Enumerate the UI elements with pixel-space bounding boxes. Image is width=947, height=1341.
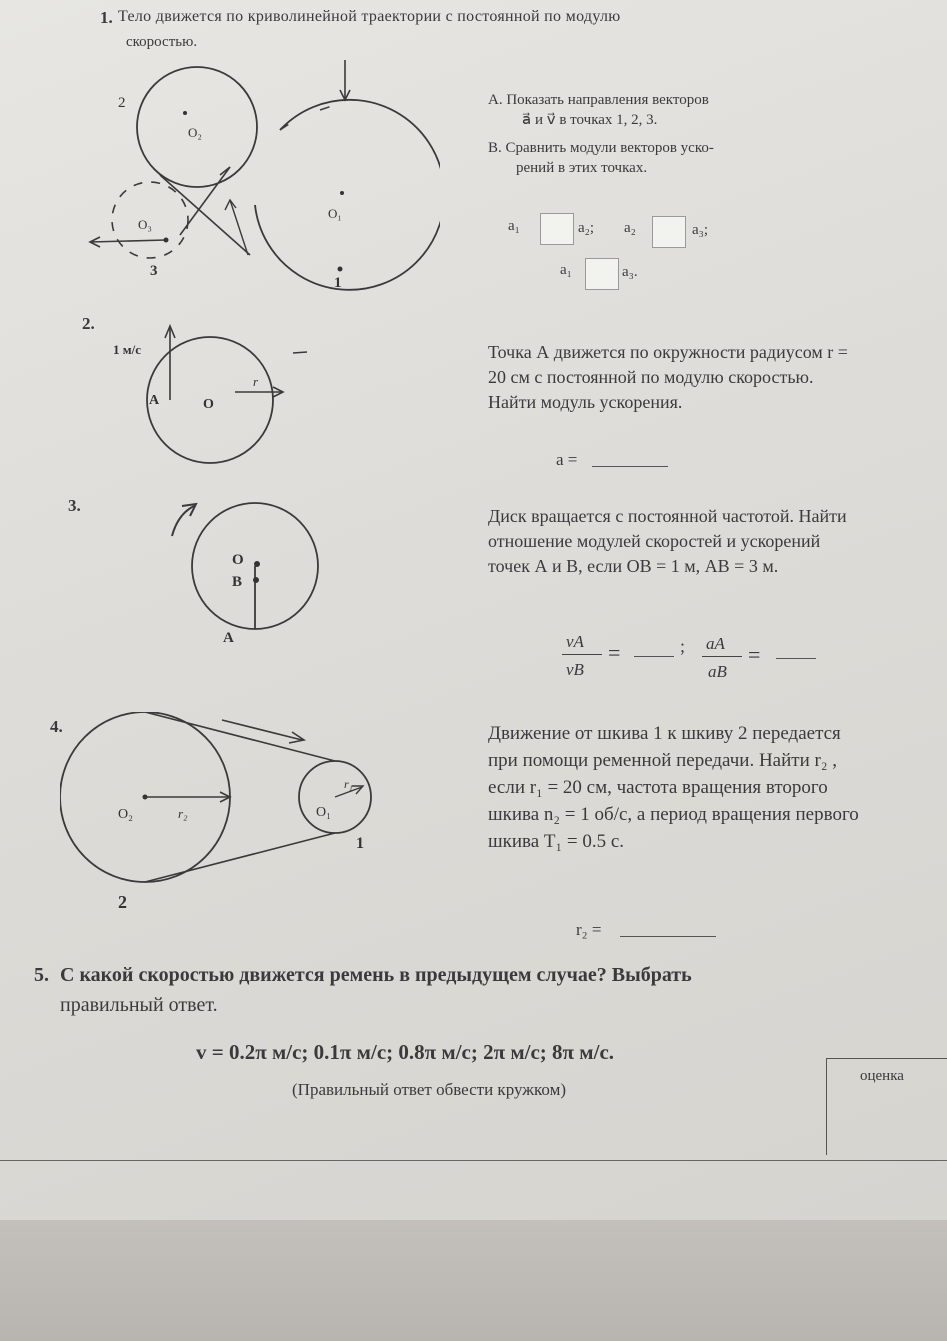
compare-box-a1-a3[interactable] [585, 258, 619, 290]
task3-text: Диск вращается с постоянной частотой. Найти отношение модулей скоростей и ускорений точек А и В, если ОВ = 1 м, АВ = 3 м. [488, 506, 847, 576]
label-b: B [232, 574, 243, 590]
cmp-a1b: a₁ [560, 262, 572, 278]
compare-box-a2-a3[interactable] [652, 216, 686, 248]
eq-sign-2: = [748, 642, 761, 667]
task2-figure [105, 318, 325, 468]
ratio-a-bar [702, 656, 742, 657]
label-speed: 1 м/с [113, 342, 141, 357]
compare-box-a1-a2[interactable] [540, 213, 574, 245]
task1-part-a-2: a⃗ и v⃗ в точках 1, 2, 3. [522, 112, 658, 128]
ratio-va: vA [566, 632, 584, 651]
eq-sign-1: = [608, 640, 621, 665]
ratio-v-bar [562, 654, 602, 655]
ratio-a-answer[interactable] [776, 642, 816, 659]
ratio-vb: vB [566, 660, 584, 679]
label-point-3: 3 [150, 263, 158, 279]
task2-answer-line[interactable] [592, 448, 668, 467]
label-point-2: 2 [118, 95, 126, 111]
task2-number: 2. [82, 314, 95, 333]
cmp-a3b: a₃. [622, 264, 638, 280]
ratio-ab: aB [708, 662, 727, 681]
task4-answer-line[interactable] [620, 918, 716, 937]
task1-text-line1: Тело движется по криволинейной траектории с постоянной по модулю [118, 8, 621, 25]
label-o2-pulley: O₂ [118, 807, 133, 822]
table-surface [0, 1220, 947, 1341]
label-pulley-2: 2 [118, 892, 127, 912]
grade-label: оценка [860, 1068, 904, 1084]
task1-figure [80, 55, 440, 295]
task1-text-line2: скоростью. [126, 34, 198, 50]
cmp-a1: a₁ [508, 218, 520, 234]
task3-number: 3. [68, 496, 81, 515]
task3-figure [160, 496, 330, 646]
task5-text-line2: правильный ответ. [60, 994, 218, 1016]
ratio-v-answer[interactable] [634, 640, 674, 657]
label-a: A [149, 393, 160, 408]
task2-answer-label: a = [556, 450, 578, 469]
cmp-a2b: a₂ [624, 220, 636, 236]
label-o1: O₁ [328, 206, 342, 221]
label-r2: r₂ [178, 806, 188, 821]
semicolon: ; [680, 636, 686, 656]
task5-note: (Правильный ответ обвести кружком) [292, 1080, 566, 1099]
cmp-a3: a₃; [692, 222, 709, 238]
task1-number: 1. [100, 8, 113, 27]
label-r1: r₁ [344, 777, 353, 791]
bottom-rule [0, 1160, 947, 1161]
label-o2: O₂ [188, 125, 202, 140]
task5-text-line1: С какой скоростью движется ремень в предыдущем случае? Выбрать [60, 964, 692, 986]
task5-number: 5. [34, 964, 49, 986]
task1-part-b: В. Сравнить модули векторов уско- [488, 140, 714, 156]
task4-text: Движение от шкива 1 к шкиву 2 передается при помощи ременной передачи. Найти r₂ , если r₁ = 20 см, частота вращения второго шкива n₂ = 1 об/с, а период вращения первого шкива T₁ = 0.5 с. [488, 723, 859, 852]
label-r: r [253, 374, 259, 389]
label-pulley-1: 1 [356, 835, 364, 852]
label-o3: O₃ [138, 217, 152, 232]
label-o-disc: O [232, 552, 244, 568]
cmp-a2: a₂; [578, 220, 595, 236]
task5-options[interactable]: v = 0.2π м/с; 0.1π м/с; 0.8π м/с; 2π м/с; 8π м/с. [196, 1040, 615, 1064]
task4-number: 4. [50, 717, 63, 736]
label-o: O [203, 397, 214, 412]
task1-part-a: А. Показать направления векторов [488, 92, 709, 108]
ratio-aa: aA [706, 634, 725, 653]
task4-figure [60, 712, 390, 912]
label-a-disc: A [223, 630, 234, 646]
label-point-1: 1 [334, 275, 342, 291]
task1-part-b-2: рений в этих точках. [516, 160, 648, 176]
label-o1-pulley: O₁ [316, 805, 331, 820]
task2-text: Точка А движется по окружности радиусом r = 20 см с постоянной по модулю скоростью. Найти модуль ускорения. [488, 342, 848, 412]
task4-answer-label: r₂ = [576, 920, 602, 939]
